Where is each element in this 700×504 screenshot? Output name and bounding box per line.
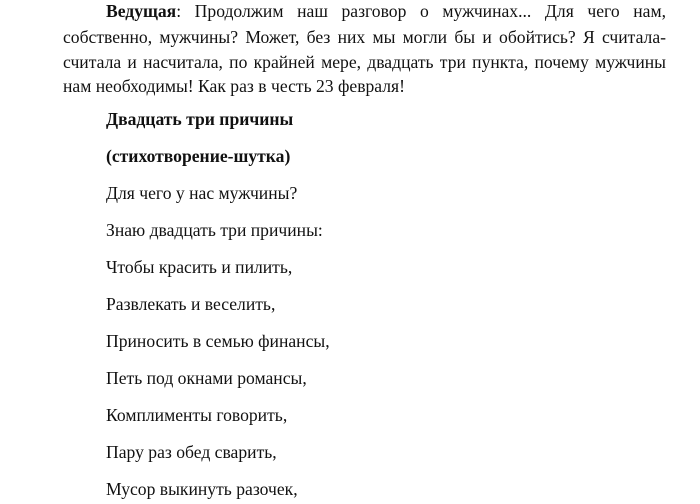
intro-line-2: собственно, мужчины? Может, без них мы могли бы и обойтись? Я считала- — [63, 27, 666, 47]
poem-line: Чтобы красить и пилить, — [106, 257, 293, 277]
poem-title: Двадцать три причины — [106, 109, 294, 129]
poem-line: Мусор выкинуть разочек, — [106, 479, 298, 499]
poem-subtitle: (стихотворение-шутка) — [106, 146, 291, 166]
poem-line: Развлекать и веселить, — [106, 294, 276, 314]
poem-line: Петь под окнами романсы, — [106, 368, 307, 388]
poem-line: Пару раз обед сварить, — [106, 442, 277, 462]
intro-line-4: нам необходимы! Как раз в честь 23 февраля! — [63, 76, 405, 96]
poem-line: Приносить в семью финансы, — [106, 331, 330, 351]
poem-line: Комплименты говорить, — [106, 405, 288, 425]
intro-line-3: считала и насчитала, по крайней мере, двадцать три пункта, почему мужчины — [63, 52, 666, 72]
intro-line-1 — [106, 0, 666, 23]
speaker-label: Ведущая — [106, 1, 177, 21]
poem-line: Знаю двадцать три причины: — [106, 220, 323, 240]
intro-line-1-text: : Продолжим наш разговор о мужчинах... Для чего нам, — [176, 1, 666, 21]
poem-line: Для чего у нас мужчины? — [106, 183, 298, 203]
